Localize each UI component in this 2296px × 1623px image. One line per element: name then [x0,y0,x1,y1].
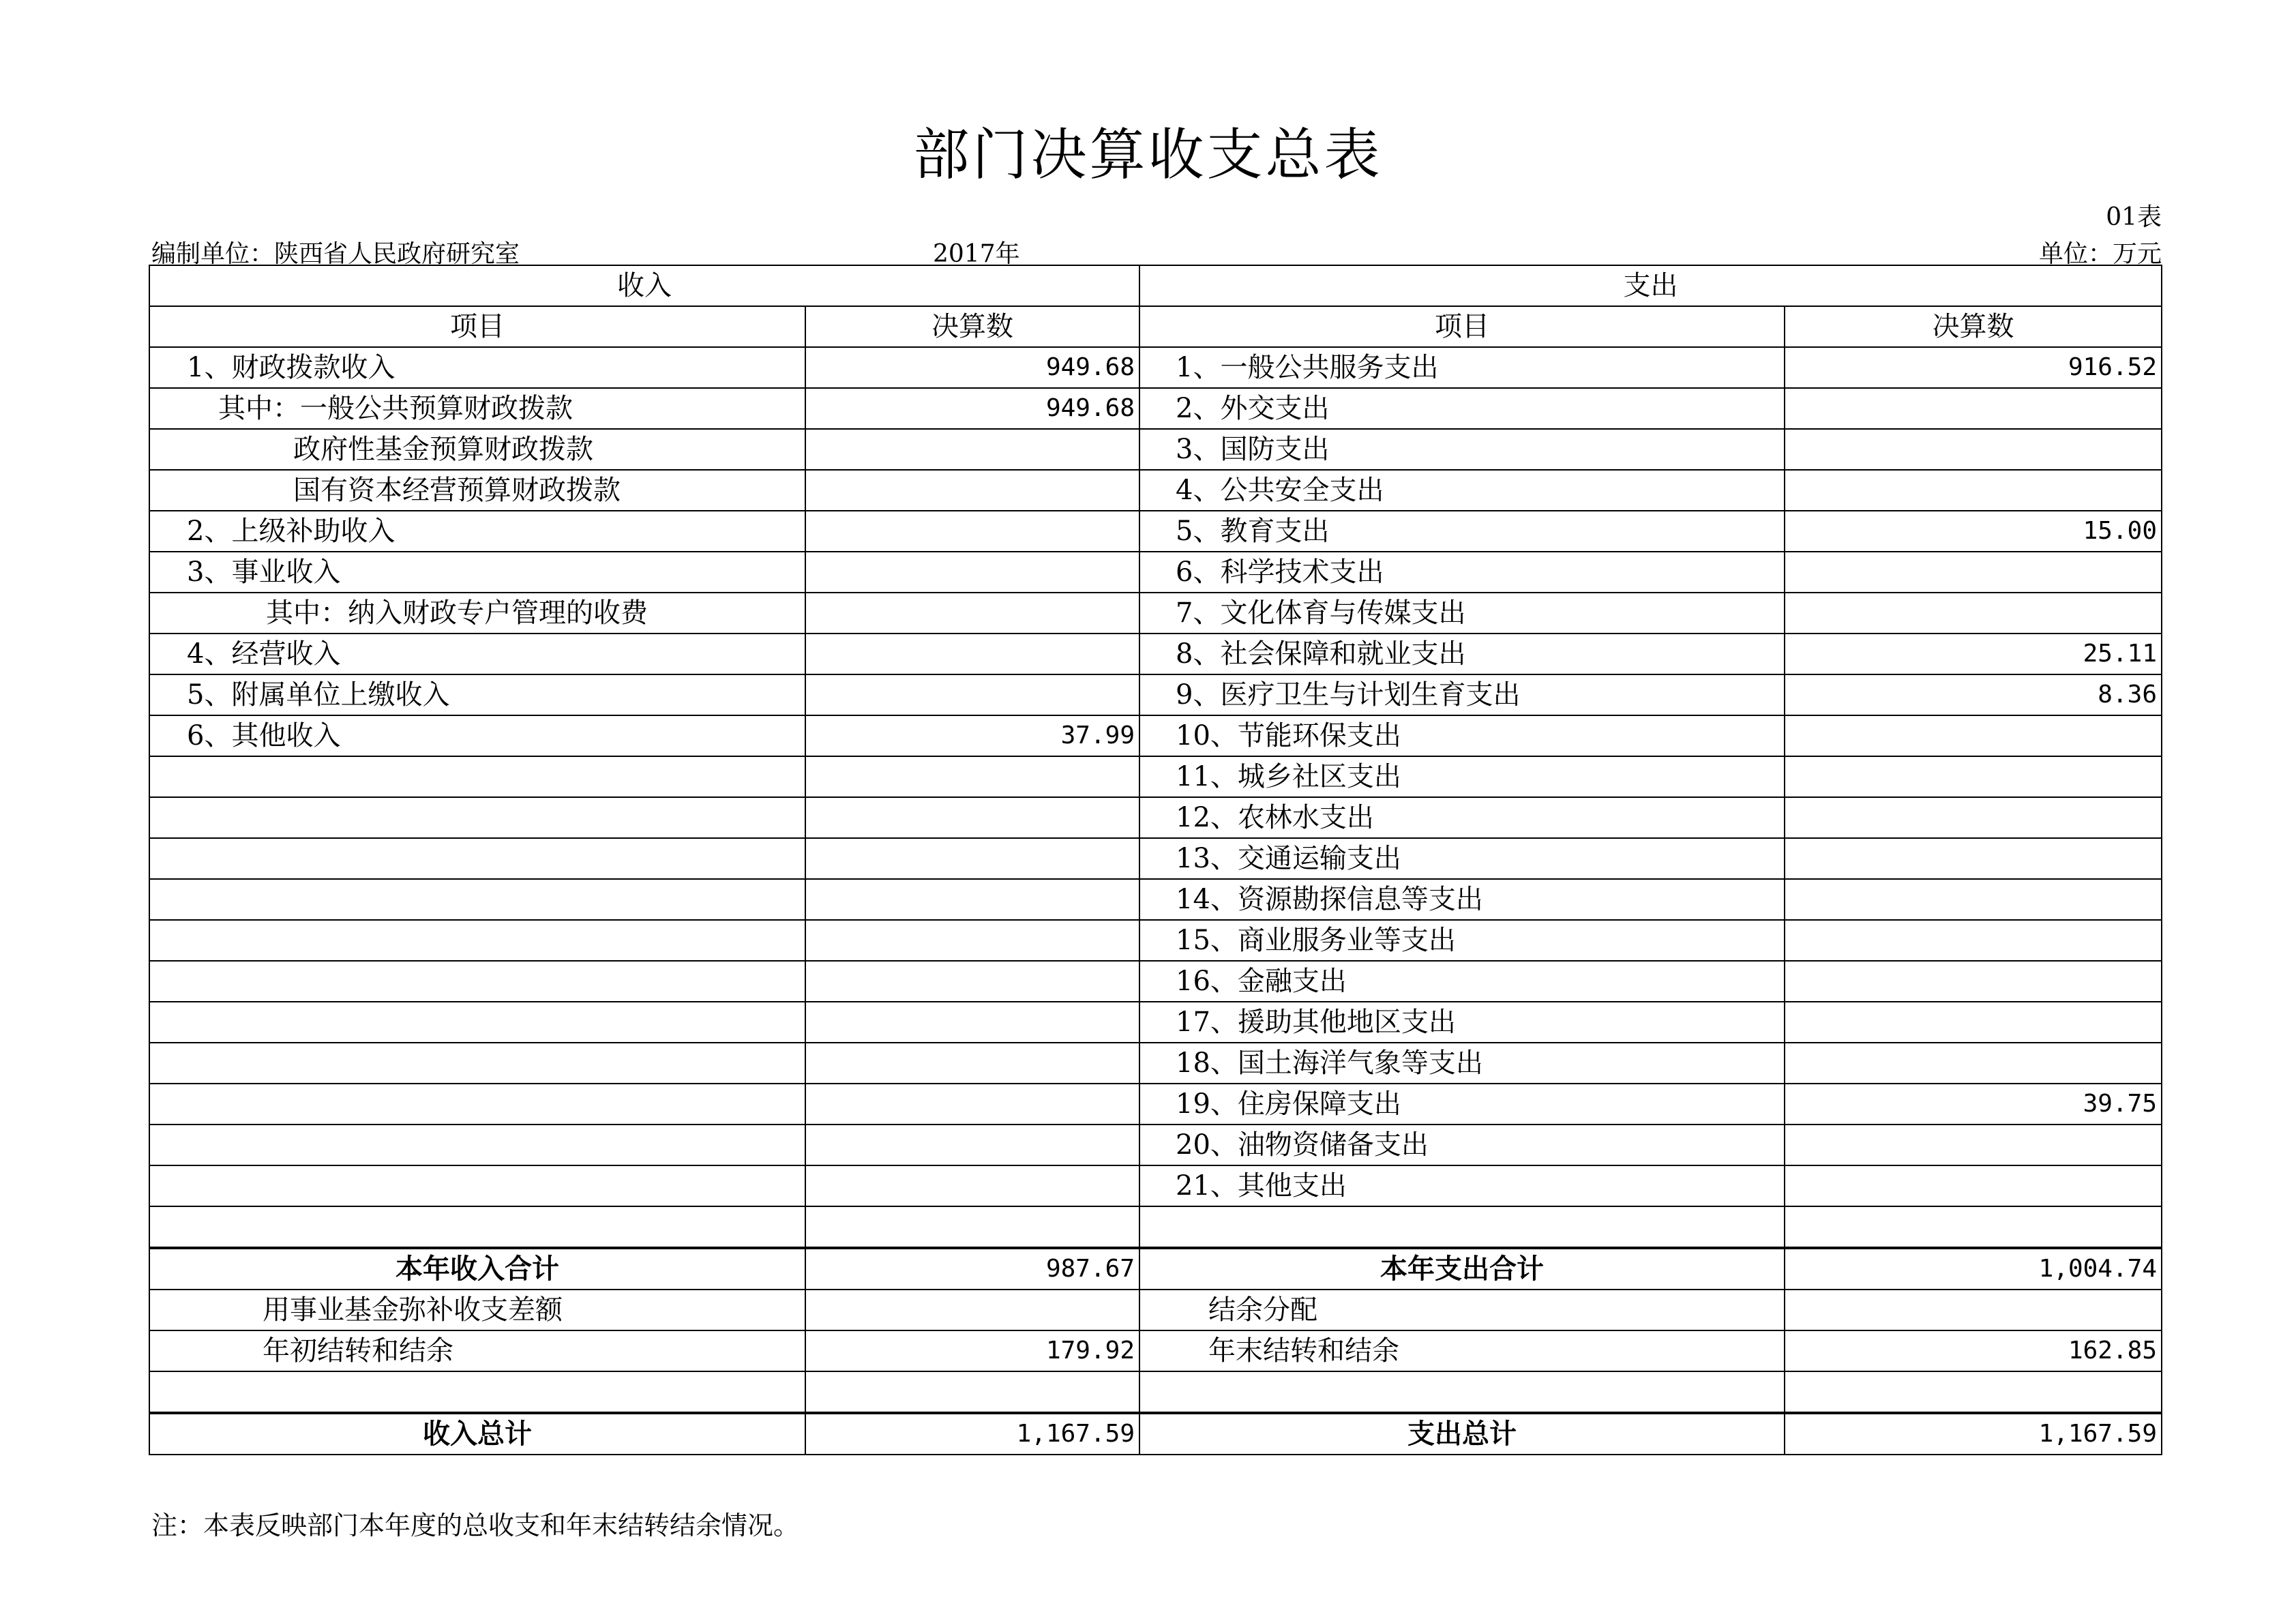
income-amount: 37.99 [805,715,1139,756]
table-row [149,715,2162,756]
table-row [149,1043,2162,1084]
income-item [149,879,805,920]
income-item: 1、财政拨款收入 [149,347,805,388]
income-amount: 949.68 [805,388,1139,429]
expense-item: 11、城乡社区支出 [1139,756,1785,797]
expense-amount [1785,961,2162,1002]
expense-amount [1785,797,2162,838]
income-item [149,838,805,879]
income-amount: 179.92 [805,1330,1139,1371]
income-amount [805,1002,1139,1043]
expense-amount: 25.11 [1785,634,2162,674]
income-amount [805,879,1139,920]
expense-item: 5、教育支出 [1139,511,1785,552]
income-item: 5、附属单位上缴收入 [149,674,805,715]
expense-item: 9、医疗卫生与计划生育支出 [1139,674,1785,715]
expense-amount: 39.75 [1785,1084,2162,1125]
income-subtotal-value: 987.67 [805,1248,1139,1290]
table-row [149,347,2162,388]
income-amount [805,1125,1139,1165]
table-row [149,388,2162,429]
income-amount [805,920,1139,961]
subtotal-row [149,1248,2162,1290]
income-item: 国有资本经营预算财政拨款 [149,470,805,511]
income-item [149,1002,805,1043]
expense-amount [1785,429,2162,470]
income-item: 其中：纳入财政专户管理的收费 [149,593,805,634]
expense-amount [1785,1002,2162,1043]
expense-item: 6、科学技术支出 [1139,552,1785,593]
income-item [149,1206,805,1248]
income-amount [805,429,1139,470]
table-row [149,1084,2162,1125]
income-amount [805,1165,1139,1206]
table-row [149,511,2162,552]
expense-amount [1785,838,2162,879]
expense-item: 8、社会保障和就业支出 [1139,634,1785,674]
expense-item: 17、援助其他地区支出 [1139,1002,1785,1043]
table-row [149,429,2162,470]
income-amount [805,838,1139,879]
table-row [149,797,2162,838]
expense-amount [1785,1206,2162,1248]
income-item: 政府性基金预算财政拨款 [149,429,805,470]
expense-item: 10、节能环保支出 [1139,715,1785,756]
expense-item: 结余分配 [1139,1290,1785,1330]
expense-amount [1785,388,2162,429]
expense-item: 1、一般公共服务支出 [1139,347,1785,388]
income-amount [805,634,1139,674]
income-item [149,961,805,1002]
income-item: 其中：一般公共预算财政拨款 [149,388,805,429]
expense-amount: 8.36 [1785,674,2162,715]
expense-item: 15、商业服务业等支出 [1139,920,1785,961]
income-amount [805,797,1139,838]
expense-item-header: 项目 [1139,306,1785,347]
income-header: 收入 [149,265,1139,306]
expense-item: 14、资源勘探信息等支出 [1139,879,1785,920]
income-item [149,797,805,838]
table-row [149,1330,2162,1371]
income-amount [805,1290,1139,1330]
income-item [149,1043,805,1084]
unit-label: 单位：万元 [2038,240,2162,268]
expense-amount [1785,593,2162,634]
income-item [149,1084,805,1125]
income-item: 3、事业收入 [149,552,805,593]
expense-amount: 162.85 [1785,1330,2162,1371]
expense-item: 7、文化体育与传媒支出 [1139,593,1785,634]
income-amount [805,961,1139,1002]
table-row [149,756,2162,797]
income-amount [805,674,1139,715]
table-row [149,838,2162,879]
table-row [149,1125,2162,1165]
expense-item: 13、交通运输支出 [1139,838,1785,879]
table-row [149,879,2162,920]
budget-table [149,265,2162,1455]
income-item [149,756,805,797]
expense-amount [1785,1290,2162,1330]
income-item: 用事业基金弥补收支差额 [149,1290,805,1330]
income-total-value: 1,167.59 [805,1413,1139,1455]
expense-amount [1785,1371,2162,1413]
table-row [149,634,2162,674]
expense-amount [1785,879,2162,920]
expense-item: 年末结转和结余 [1139,1330,1785,1371]
income-amount [805,593,1139,634]
table-row [149,920,2162,961]
income-amount [805,552,1139,593]
income-amount [805,1206,1139,1248]
income-item-header: 项目 [149,306,805,347]
org-label: 编制单位：陕西省人民政府研究室 [151,240,520,268]
expense-amount [1785,756,2162,797]
expense-item: 4、公共安全支出 [1139,470,1785,511]
expense-amount [1785,715,2162,756]
expense-amount: 15.00 [1785,511,2162,552]
table-row [149,470,2162,511]
income-item [149,1125,805,1165]
expense-amount [1785,1165,2162,1206]
expense-amount [1785,1125,2162,1165]
section-header-row [149,265,2162,306]
expense-amount [1785,552,2162,593]
expense-amount [1785,920,2162,961]
expense-item: 3、国防支出 [1139,429,1785,470]
table-row [149,1206,2162,1248]
expense-amount: 916.52 [1785,347,2162,388]
expense-item: 2、外交支出 [1139,388,1785,429]
income-amount [805,470,1139,511]
income-amount [805,511,1139,552]
year-label: 2017年 [933,240,1020,268]
table-row [149,552,2162,593]
income-subtotal-label: 本年收入合计 [149,1248,805,1290]
income-amount [805,1371,1139,1413]
total-row [149,1413,2162,1455]
expense-item: 21、其他支出 [1139,1165,1785,1206]
expense-item: 12、农林水支出 [1139,797,1785,838]
income-amount [805,1084,1139,1125]
table-row [149,1290,2162,1330]
income-item: 2、上级补助收入 [149,511,805,552]
income-amount: 949.68 [805,347,1139,388]
income-amount-header: 决算数 [805,306,1139,347]
income-amount [805,1043,1139,1084]
table-row [149,1002,2162,1043]
expense-amount-header: 决算数 [1785,306,2162,347]
expense-total-label: 支出总计 [1139,1413,1785,1455]
income-total-label: 收入总计 [149,1413,805,1455]
income-item [149,1371,805,1413]
table-row [149,961,2162,1002]
income-item [149,920,805,961]
page-title: 部门决算收支总表 [913,123,1383,188]
column-header-row [149,306,2162,347]
income-item [149,1165,805,1206]
expense-item [1139,1206,1785,1248]
table-row [149,674,2162,715]
expense-item: 19、住房保障支出 [1139,1084,1785,1125]
expense-subtotal-value: 1,004.74 [1785,1248,2162,1290]
expense-amount [1785,1043,2162,1084]
expense-item: 16、金融支出 [1139,961,1785,1002]
income-item: 6、其他收入 [149,715,805,756]
income-amount [805,756,1139,797]
income-item: 年初结转和结余 [149,1330,805,1371]
expense-item [1139,1371,1785,1413]
table-row [149,1371,2162,1413]
table-row [149,593,2162,634]
expense-item: 20、油物资储备支出 [1139,1125,1785,1165]
expense-amount [1785,470,2162,511]
income-item: 4、经营收入 [149,634,805,674]
expense-total-value: 1,167.59 [1785,1413,2162,1455]
expense-header: 支出 [1139,265,2162,306]
expense-subtotal-label: 本年支出合计 [1139,1248,1785,1290]
expense-item: 18、国土海洋气象等支出 [1139,1043,1785,1084]
footnote: 注：本表反映部门本年度的总收支和年末结转结余情况。 [151,1510,800,1540]
table-row [149,1165,2162,1206]
table-code: 01表 [2106,203,2162,231]
